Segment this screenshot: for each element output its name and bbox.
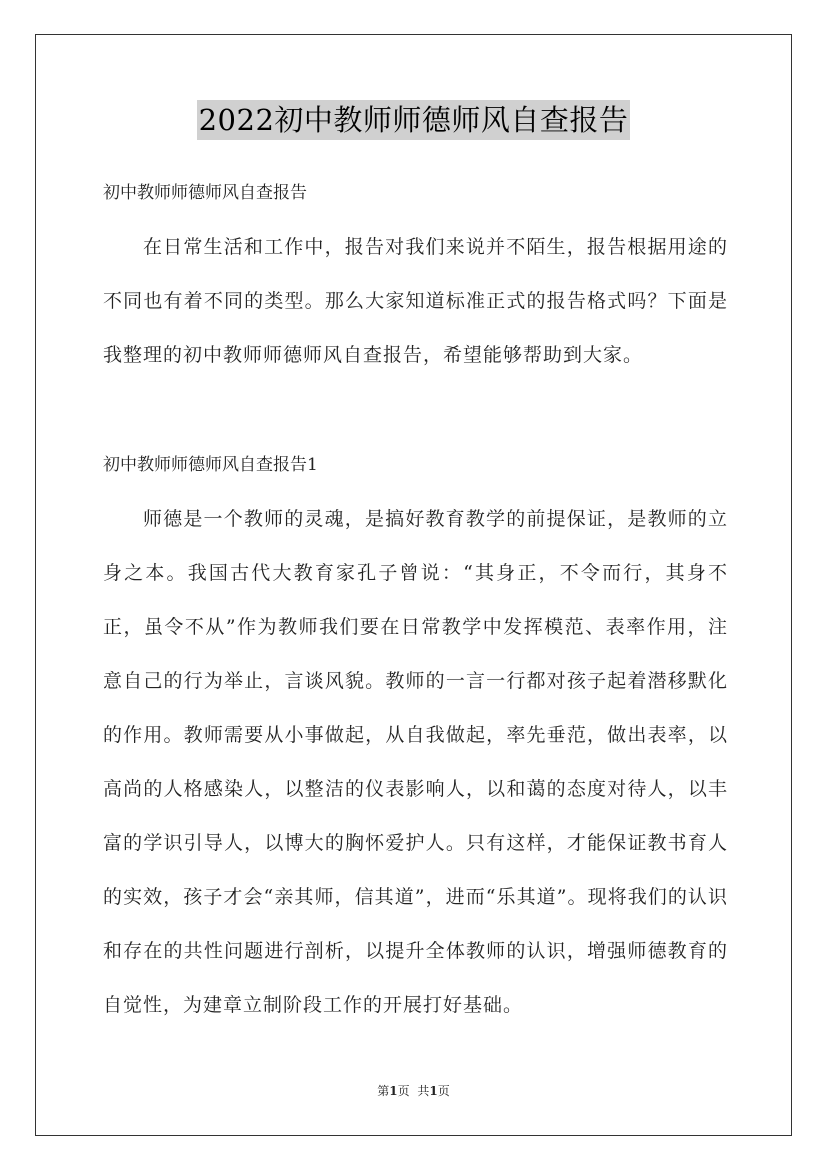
footer-page-number: 1 bbox=[389, 1084, 398, 1098]
section-heading-intro: 初中教师师德师风自查报告 bbox=[103, 183, 307, 203]
footer-page-prefix: 第 bbox=[377, 1084, 390, 1098]
document-title: 2022初中教师师德师风自查报告 bbox=[197, 100, 631, 140]
intro-paragraph: 在日常生活和工作中，报告对我们来说并不陌生，报告根据用途的不同也有着不同的类型。那么大家知道标准正式的报告格式吗？下面是我整理的初中教师师德师风自查报告，希望能够帮助到大家。 bbox=[103, 236, 728, 366]
footer-total-number: 1 bbox=[429, 1084, 438, 1098]
footer-total-prefix: 共 bbox=[417, 1084, 430, 1098]
section-heading-report-1: 初中教师师德师风自查报告1 bbox=[103, 455, 318, 475]
page-footer bbox=[0, 1082, 827, 1099]
footer-page-unit: 页 bbox=[397, 1084, 410, 1098]
footer-total-unit: 页 bbox=[437, 1084, 450, 1098]
title-container bbox=[0, 100, 827, 140]
report-1-paragraph: 师德是一个教师的灵魂，是搞好教育教学的前提保证，是教师的立身之本。我国古代大教育家孔子曾说：“其身正，不令而行，其身不正，虽令不从”作为教师我们要在日常教学中发挥模范、表率作用，注意自己的行为举止，言谈风貌。教师的一言一行都对孩子起着潜移默化的作用。教师需要从小事做起，从自我做起，率先垂范，做出表率，以高尚的人格感染人，以整洁的仪表影响人，以和蔼的态度对待人，以丰富的学识引导人，以博大的胸怀爱护人。只有这样，才能保证教书育人的实效，孩子才会“亲其师，信其道”，进而“乐其道”。现将我们的认识和存在的共性问题进行剖析，以提升全体教师的认识，增强师德教育的自觉性，为建章立制阶段工作的开展打好基础。 bbox=[103, 508, 728, 1016]
